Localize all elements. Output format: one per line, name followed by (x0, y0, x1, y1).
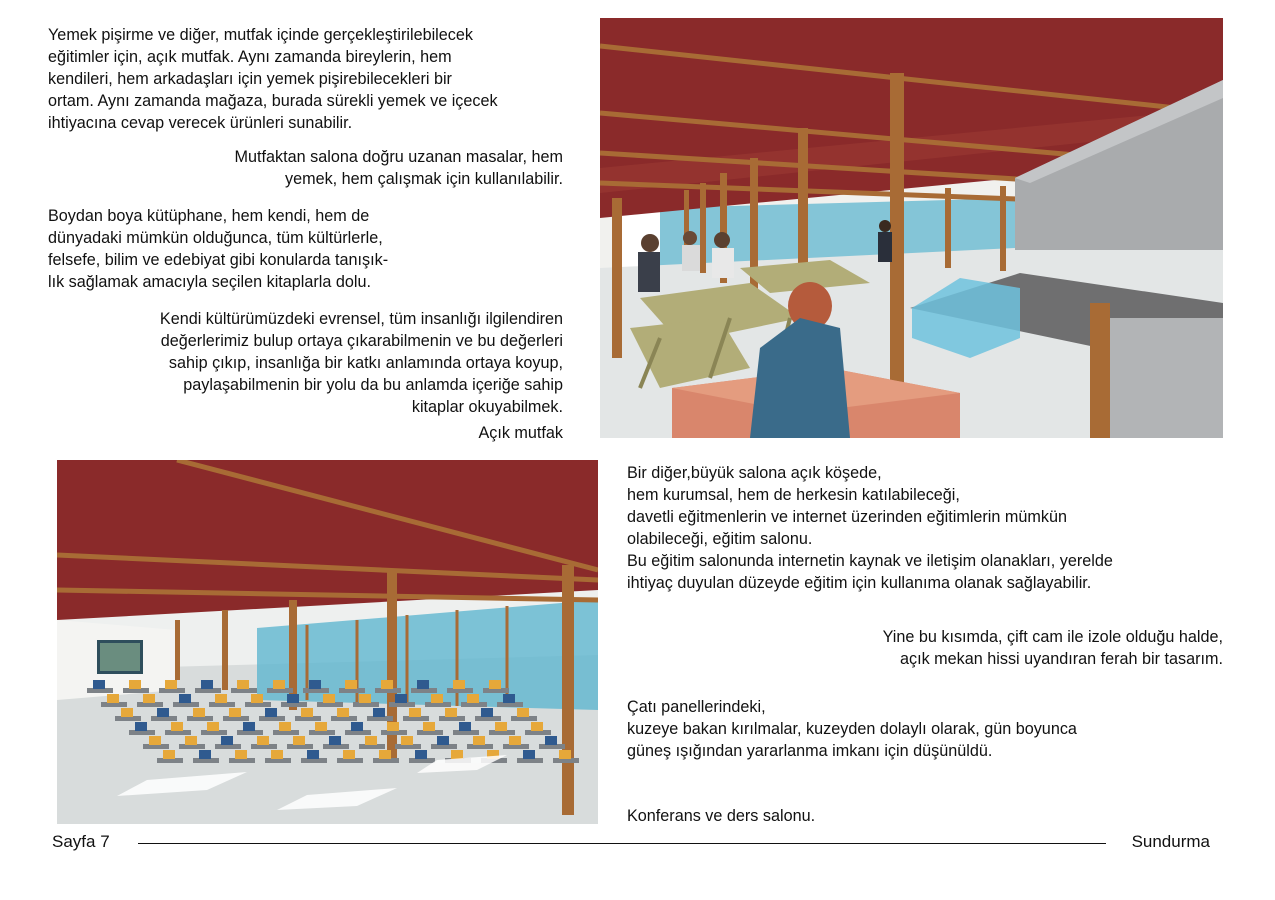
chair (495, 722, 507, 731)
chair (387, 722, 399, 731)
chair (179, 694, 191, 703)
text-line: ihtiyacına cevap verecek ürünleri sunabilir. (48, 114, 353, 132)
chair (559, 750, 571, 759)
chair (417, 680, 429, 689)
chair (345, 680, 357, 689)
chair (185, 736, 197, 745)
roof-panels-paragraph (627, 696, 1077, 762)
chair (171, 722, 183, 731)
chair (307, 750, 319, 759)
kitchen-intro-paragraph (48, 24, 498, 134)
chair (301, 708, 313, 717)
chair (431, 694, 443, 703)
chair (273, 680, 285, 689)
chair (293, 736, 305, 745)
chair (531, 722, 543, 731)
chair (265, 708, 277, 717)
chair (193, 708, 205, 717)
chair (163, 750, 175, 759)
chair (215, 694, 227, 703)
text-line: açık mekan hissi uyandıran ferah bir tasarım. (900, 650, 1223, 668)
chair (445, 708, 457, 717)
chair (451, 750, 463, 759)
chair (437, 736, 449, 745)
text-line: güneş ışığından yararlanma imkanı için düşünüldü. (627, 742, 993, 760)
text-line: hem kurumsal, hem de herkesin katılabileceği, (627, 486, 960, 504)
chair (517, 708, 529, 717)
page-number: Sayfa 7 (52, 832, 110, 851)
text-line: paylaşabilmenin bir yolu da bu anlamda içeriğe sahip (183, 376, 563, 394)
chair (309, 680, 321, 689)
footer-divider (138, 843, 1106, 844)
chair (165, 680, 177, 689)
chair (453, 680, 465, 689)
text-line: değerlerimiz bulup ortaya çıkarabilmenin ve bu değerleri (160, 332, 563, 350)
text-line: kendileri, hem arkadaşları için yemek pişirebilecekleri bir (48, 70, 452, 88)
text-line: Mutfaktan salona doğru uzanan masalar, hem (234, 148, 563, 166)
chair (523, 750, 535, 759)
classroom-paragraph (627, 462, 1113, 594)
chair (199, 750, 211, 759)
chair (473, 736, 485, 745)
text-line: kitaplar okuyabilmek. (411, 398, 563, 416)
chair (129, 680, 141, 689)
chair (315, 722, 327, 731)
chair (271, 750, 283, 759)
tables-paragraph (235, 146, 563, 190)
text-line: ihtiyaç duyulan düzeyde eğitim için kullanıma olanak sağlayabilir. (627, 574, 1092, 592)
chair (415, 750, 427, 759)
text-line: felsefe, bilim ve edebiyat gibi konularda tanışık- (48, 251, 389, 269)
chair (481, 708, 493, 717)
chair (395, 694, 407, 703)
culture-paragraph (160, 308, 563, 418)
chair (503, 694, 515, 703)
chair (337, 708, 349, 717)
chair (351, 722, 363, 731)
text-line: dünyadaki mümkün olduğunca, tüm kültürlerle, (48, 229, 383, 247)
text-line: Yemek pişirme ve diğer, mutfak içinde gerçekleştirilebilecek (48, 26, 473, 44)
text-line: sahip çıkıp, insanlığa bir katkı anlamında ortaya koyup, (168, 354, 563, 372)
chair (509, 736, 521, 745)
chair (149, 736, 161, 745)
chair (251, 694, 263, 703)
text-line: ortam. Aynı zamanda mağaza, burada sürekli yemek ve içecek (48, 92, 498, 110)
footer-title: Sundurma (1131, 832, 1210, 851)
open-kitchen-caption: Açık mutfak (478, 424, 563, 442)
text-line: Çatı panellerindeki, (627, 698, 766, 716)
chair (379, 750, 391, 759)
chair (235, 750, 247, 759)
chair (207, 722, 219, 731)
chair (107, 694, 119, 703)
chair (243, 722, 255, 731)
chair (381, 680, 393, 689)
chair (373, 708, 385, 717)
text-line: olabileceği, eğitim salonu. (627, 530, 813, 548)
text-line: Bu eğitim salonunda internetin kaynak ve iletişim olanakları, yerelde (627, 552, 1113, 570)
text-line: davetli eğitmenlerin ve internet üzerinden eğitimlerin mümkün (627, 508, 1067, 526)
text-line: Bir diğer,büyük salona açık köşede, (627, 464, 882, 482)
text-line: yemek, hem çalışmak için kullanılabilir. (285, 170, 563, 188)
conference-hall-caption: Konferans ve ders salonu. (627, 807, 816, 825)
chair (257, 736, 269, 745)
chair (489, 680, 501, 689)
chair (359, 694, 371, 703)
chair (157, 708, 169, 717)
double-glazing-paragraph (883, 626, 1223, 670)
chair (237, 680, 249, 689)
chair (135, 722, 147, 731)
text-line: Kendi kültürümüzdeki evrensel, tüm insanlığı ilgilendiren (159, 310, 563, 328)
chair (323, 694, 335, 703)
chair (467, 694, 479, 703)
text-line: Boydan boya kütüphane, hem kendi, hem de (48, 207, 370, 225)
chair (365, 736, 377, 745)
open-kitchen-illustration (600, 18, 1223, 438)
chair (287, 694, 299, 703)
text-line: lık sağlamak amacıyla seçilen kitaplarla dolu. (48, 273, 371, 291)
chair (343, 750, 355, 759)
chair (143, 694, 155, 703)
library-paragraph (48, 205, 388, 293)
chair (423, 722, 435, 731)
chair (545, 736, 557, 745)
chair (401, 736, 413, 745)
chair (121, 708, 133, 717)
classroom-illustration (57, 460, 598, 824)
text-line: kuzeye bakan kırılmalar, kuzeyden dolaylı olarak, gün boyunca (627, 720, 1077, 738)
chair (93, 680, 105, 689)
chair (229, 708, 241, 717)
chair (409, 708, 421, 717)
text-line: eğitimler için, açık mutfak. Aynı zamanda bireylerin, hem (48, 48, 452, 66)
chair (329, 736, 341, 745)
chair (201, 680, 213, 689)
chair (279, 722, 291, 731)
text-line: Yine bu kısımda, çift cam ile izole olduğu halde, (882, 628, 1223, 646)
chair (221, 736, 233, 745)
chair (459, 722, 471, 731)
